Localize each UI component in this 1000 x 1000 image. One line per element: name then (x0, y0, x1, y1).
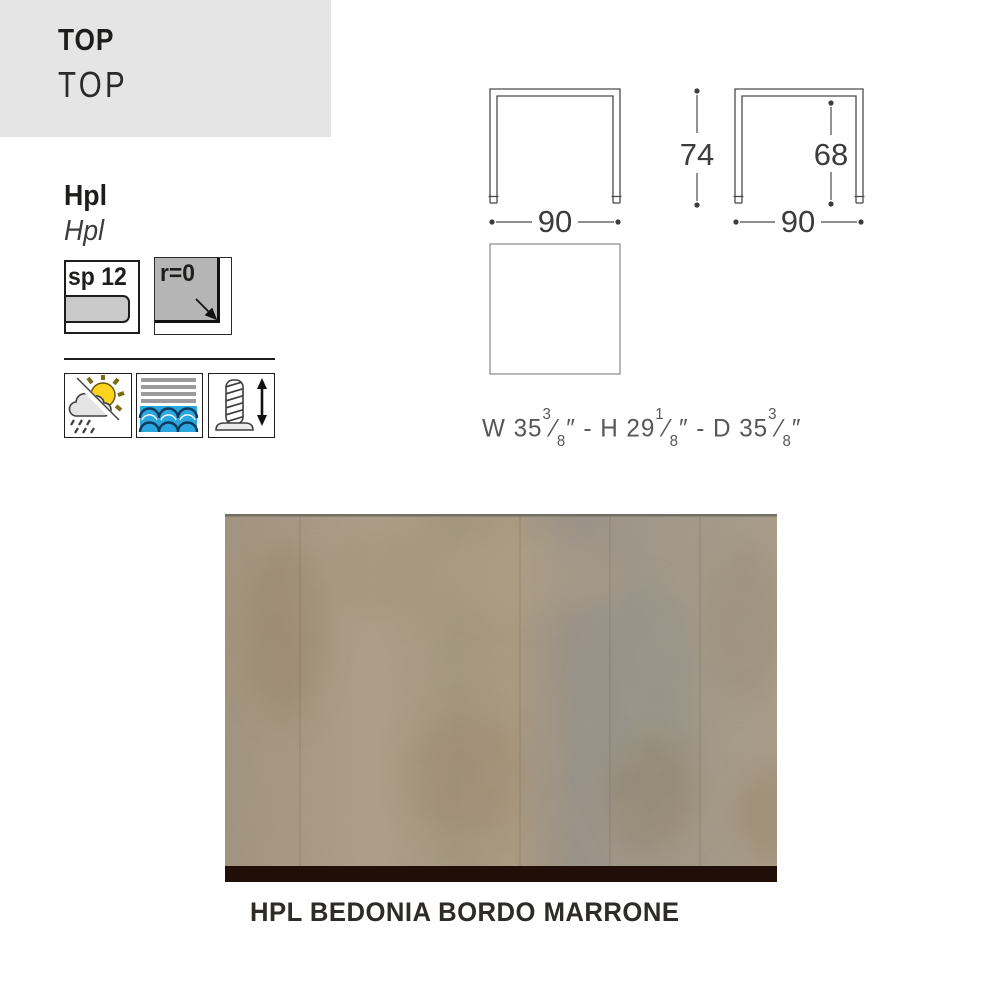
up-down-arrow-icon (257, 378, 267, 426)
thickness-spec-box (64, 260, 140, 334)
weatherproof-icon (64, 373, 132, 438)
swatch-caption: HPL BEDONIA BORDO MARRONE (250, 897, 680, 927)
foot-base-icon (216, 423, 253, 430)
front-width-dimension (489, 204, 620, 239)
technical-drawings (470, 75, 890, 387)
svg-text:90: 90 (537, 204, 573, 239)
svg-text:90: 90 (780, 204, 816, 239)
imperial-dimensions: W $35^3⁄_8''$ - H $29^1⁄_8''$ - D $35^3⁄_8''$ (482, 406, 802, 451)
height-dimension (680, 88, 714, 207)
front-view-drawing (489, 89, 622, 203)
swatch-texture-image (225, 514, 777, 866)
adjustable-foot-icon (208, 373, 275, 438)
panel-thickness-icon (66, 295, 130, 323)
material-name: Hpl (64, 180, 107, 212)
rain-drops-icon (71, 420, 94, 433)
page-title: TOP (58, 22, 115, 57)
header-box (0, 0, 331, 137)
swatch-edge-strip (225, 866, 777, 882)
corner-radius-spec-box (154, 257, 232, 335)
svg-text:74: 74 (679, 137, 715, 172)
washable-waves-icon (136, 373, 203, 438)
water-icon (140, 406, 197, 432)
thickness-label: sp 12 (68, 263, 127, 291)
divider-line (64, 358, 275, 360)
svg-text:68: 68 (813, 137, 849, 172)
clearance-dimension (814, 100, 848, 206)
top-view-drawing (490, 244, 620, 374)
page-subtitle: TOP (58, 64, 128, 105)
material-swatch (225, 514, 777, 882)
material-name-translated: Hpl (64, 215, 105, 247)
radius-label: r=0 (160, 260, 195, 287)
stripes-icon (141, 378, 196, 403)
side-width-dimension (733, 204, 863, 239)
